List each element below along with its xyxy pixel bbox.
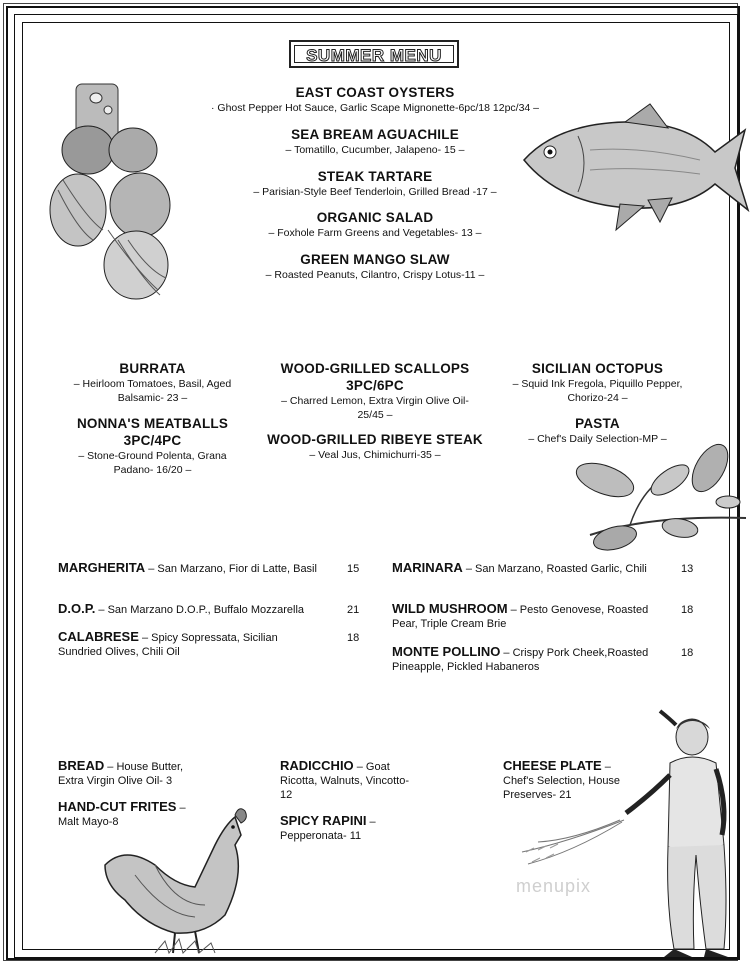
item-price: 13 xyxy=(681,563,694,575)
item-desc: – Goat Ricotta, Walnuts, Vincotto- 12 xyxy=(280,761,409,801)
item-name: CHEESE PLATE xyxy=(503,758,602,773)
item-desc: – House Butter, Extra Virgin Olive Oil- 3 xyxy=(58,761,184,787)
item-name: WILD MUSHROOM xyxy=(392,601,508,616)
item-name: RADICCHIO xyxy=(280,758,354,773)
side-spicy-rapini xyxy=(280,814,410,843)
item-name: SICILIAN OCTOPUS xyxy=(531,361,664,376)
item-name: EAST COAST OYSTERS xyxy=(295,85,455,100)
item-desc: – Chef's Selection, House Preserves- 21 xyxy=(503,761,621,801)
starter-organic-salad xyxy=(175,209,575,240)
starter-green-mango-slaw xyxy=(175,251,575,282)
woman-illustration xyxy=(620,705,735,960)
main-wood-grilled-ribeye xyxy=(255,431,495,462)
item-desc: – Tomatillo, Cucumber, Jalapeno- 15 – xyxy=(285,144,465,156)
item-name: SPICY RAPINI xyxy=(280,813,367,828)
side-bread xyxy=(58,759,208,788)
item-price: 18 xyxy=(347,632,360,644)
item-desc: – San Marzano, Fior di Latte, Basil xyxy=(145,563,317,575)
basil-illustration xyxy=(570,440,748,555)
item-name: BURRATA xyxy=(119,361,186,376)
item-name: STEAK TARTARE xyxy=(317,169,433,184)
item-desc: – Roasted Peanuts, Cilantro, Crispy Lotus-11 – xyxy=(265,269,485,281)
item-desc: – Veal Jus, Chimichurri-35 – xyxy=(309,449,441,461)
item-name: MONTE POLLINO xyxy=(392,644,501,659)
item-name: GREEN MANGO SLAW xyxy=(300,252,450,267)
item-name: NONNA'S MEATBALLS 3PC/4PC xyxy=(76,416,229,448)
item-name: BREAD xyxy=(58,758,105,773)
starter-east-coast-oysters xyxy=(175,84,575,115)
item-desc: – Squid Ink Fregola, Piquillo Pepper, Chorizo-24 – xyxy=(512,378,683,404)
item-desc: – Malt Mayo-8 xyxy=(58,802,186,828)
item-desc: – San Marzano, Roasted Garlic, Chili xyxy=(462,563,647,575)
pizza-dop xyxy=(58,602,343,617)
menu-title: SUMMER MENU xyxy=(306,46,442,65)
item-price: 18 xyxy=(681,604,694,616)
pizza-calabrese xyxy=(58,630,323,659)
pizza-margherita xyxy=(58,561,323,576)
item-name: WOOD-GRILLED SCALLOPS 3PC/6PC xyxy=(280,361,470,393)
item-name: WOOD-GRILLED RIBEYE STEAK xyxy=(267,432,483,447)
side-radicchio xyxy=(280,759,410,802)
main-burrata xyxy=(60,360,245,405)
pizza-marinara xyxy=(392,561,657,576)
item-desc: – Chef's Daily Selection-MP – xyxy=(528,433,667,445)
item-name: MARINARA xyxy=(392,560,463,575)
starter-sea-bream-aguachile xyxy=(175,126,575,157)
menu-title-box xyxy=(289,40,459,68)
item-desc: · Ghost Pepper Hot Sauce, Garlic Scape Mignonette-6pc/18 12pc/34 – xyxy=(210,102,540,114)
main-nonnas-meatballs xyxy=(60,415,245,477)
item-name: PASTA xyxy=(575,416,620,431)
item-price: 15 xyxy=(347,563,360,575)
item-desc: – Charred Lemon, Extra Virgin Olive Oil- 25/45 – xyxy=(281,395,469,421)
item-desc: – Stone-Ground Polenta, Grana Padano- 16/20 – xyxy=(78,450,227,476)
item-desc: – Crispy Pork Cheek,Roasted Pineapple, Pickled Habaneros xyxy=(392,647,649,673)
item-desc: – Pesto Genovese, Roasted Pear, Triple Cream Brie xyxy=(392,604,649,630)
item-desc: – Heirloom Tomatoes, Basil, Aged Balsamic- 23 – xyxy=(73,378,232,404)
oysters-illustration xyxy=(48,80,178,305)
item-name: ORGANIC SALAD xyxy=(316,210,434,225)
item-name: MARGHERITA xyxy=(58,560,146,575)
pizza-monte-pollino xyxy=(392,645,657,674)
main-sicilian-octopus xyxy=(505,360,690,405)
wheat-illustration xyxy=(518,812,626,872)
rooster-illustration xyxy=(95,805,255,955)
item-name: CALABRESE xyxy=(58,629,139,644)
item-name: SEA BREAM AGUACHILE xyxy=(291,127,459,142)
item-desc: – Parisian-Style Beef Tenderloin, Grilled Bread -17 – xyxy=(253,186,497,198)
item-price: 21 xyxy=(347,604,360,616)
item-desc: – Spicy Sopressata, Sicilian Sundried Olives, Chili Oil xyxy=(58,632,278,658)
item-price: 18 xyxy=(681,647,694,659)
main-wood-grilled-scallops xyxy=(280,360,470,422)
item-name: HAND-CUT FRITES xyxy=(58,799,177,814)
item-name: D.O.P. xyxy=(58,601,96,616)
starter-steak-tartare xyxy=(175,168,575,199)
item-desc: – Pepperonata- 11 xyxy=(280,816,376,842)
pizza-wild-mushroom xyxy=(392,602,657,631)
item-desc: – San Marzano D.O.P., Buffalo Mozzarella xyxy=(95,604,305,616)
watermark: menupix xyxy=(516,876,592,896)
item-desc: – Foxhole Farm Greens and Vegetables- 13 – xyxy=(268,227,482,239)
